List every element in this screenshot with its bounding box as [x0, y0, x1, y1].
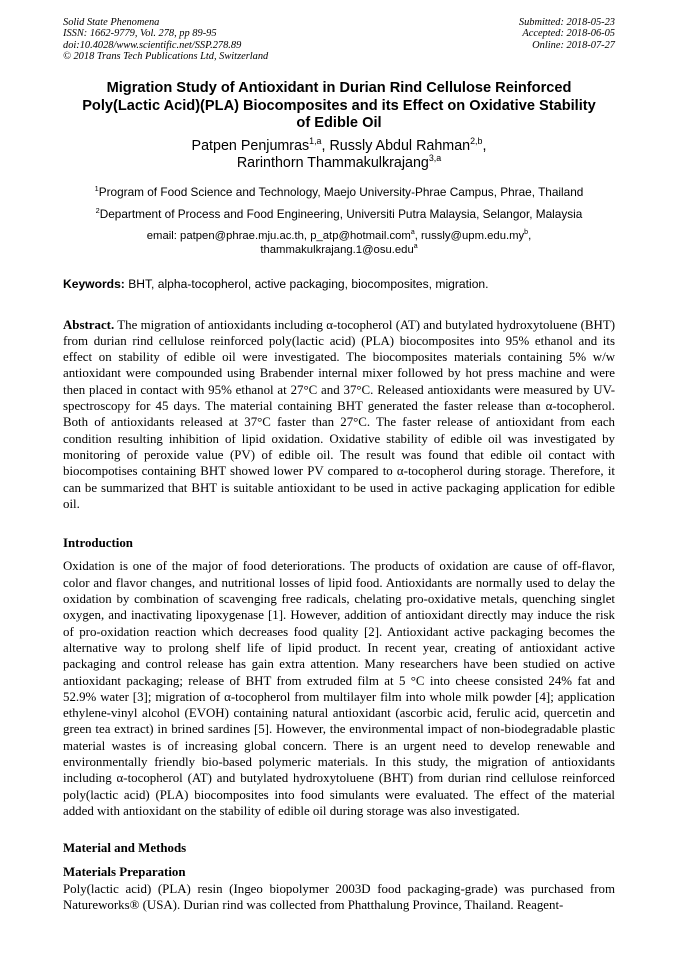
abstract-text: The migration of antioxidants including α-tocopherol (AT) and butylated hydroxytoluene (BHT) from durian rind cellulose reinforced poly(lactic acid) (PLA) biocomposites into 95% ethanol and its effect on stability of edible oil were investigated. The biocomposites materials containing 5% w/w antioxidant were compounded using Brabender internal mixer followed by hot press machine and were then placed in contact with 95% ethanol at 27°C and 37°C. Released antioxidants were measured by UV-spectroscopy for 45 days. The material containing BHT generated the faster release than α-tocopherol. Both of antioxidants released at 37°C faster than 27°C. The faster release of antioxidant from each condition resulting inhibition of lipid oxidation. Oxidative stability of edible oil was investigated by monitoring of peroxide value (PV) of edible oil. The result was found that edible oil contact with biocompotises containing BHT showed lower PV compared to α-tocopherol during storage. Therefore, it can be summarized that BHT is suitable antioxidant to be used in active packaging application for edible oil.	[63, 317, 615, 511]
keywords-label: Keywords:	[63, 276, 125, 291]
publication-dates	[519, 17, 615, 62]
affiliation-1-sup: 1	[94, 184, 99, 194]
affiliation-1	[63, 185, 615, 199]
journal-copyright: © 2018 Trans Tech Publications Ltd, Switzerland	[63, 50, 269, 62]
accepted-date: Accepted: 2018-06-05	[522, 28, 615, 40]
abstract	[63, 317, 615, 513]
author-2-sup: 2,b	[470, 136, 483, 147]
journal-name: Solid State Phenomena	[63, 17, 160, 28]
author-1-sup: 1,a	[309, 136, 322, 147]
email-2-sup: b	[524, 229, 529, 237]
email-label: email:	[146, 229, 181, 242]
author-3-sup: 3,a	[428, 153, 442, 164]
affiliation-2	[63, 207, 615, 221]
keywords	[63, 277, 615, 292]
author-emails	[63, 229, 615, 258]
author-1: Patpen Penjumras	[191, 137, 310, 154]
author-separator: ,	[321, 137, 330, 154]
affiliation-2-sup: 2	[95, 206, 100, 216]
submitted-date: Submitted: 2018-05-23	[518, 17, 615, 28]
affiliation-1-text: Program of Food Science and Technology, Maejo University-Phrae Campus, Phrae, Thailand	[98, 184, 584, 199]
keywords-text: BHT, alpha-tocopherol, active packaging, biocomposites, migration.	[124, 276, 489, 291]
methods-text: Poly(lactic acid) (PLA) resin (Ingeo biopolymer 2003D food packaging-grade) was purchased from Natureworks® (USA). Durian rind was collected from Phatthalung Province, Thailand. Reagent-	[63, 881, 615, 913]
materials-subheading: Materials Preparation	[63, 865, 186, 880]
journal-header	[63, 17, 615, 62]
introduction-heading: Introduction	[63, 536, 133, 551]
journal-doi: doi:10.4028/www.scientific.net/SSP.278.89	[63, 39, 242, 51]
paper-title: Migration Study of Antioxidant in Durian Rind Cellulose Reinforced Poly(Lactic Acid)(PLA) Biocomposites and its Effect on Oxidative Stability of Edible Oil	[82, 80, 596, 132]
journal-issn: ISSN: 1662-9779, Vol. 278, pp 89-95	[63, 28, 217, 40]
email-1-sup: a	[410, 229, 415, 237]
journal-info	[63, 17, 268, 62]
online-date: Online: 2018-07-27	[532, 39, 615, 51]
email-2[interactable]: , russly@upm.edu.my	[414, 229, 525, 242]
author-3: Rarinthorn Thammakulkrajang	[236, 155, 429, 172]
author-list	[63, 138, 615, 173]
introduction-text: Oxidation is one of the major of food deteriorations. The products of oxidation are cause of off-flavor, color and flavor changes, and nutritional losses of lipid food. Antioxidants are normally used to delay the oxidation by combination of scavenging free radicals, chelating pro-oxidative metals, quenching singlet oxygen, and inactivating lipoxygenase [1]. However, addition of antioxidant directly may induce the risk of pro-oxidation reaction which decreases food quality [2]. Antioxidant active packaging becomes the alternative way to prolong shelf life of lipid product. In recent year, creating of antioxidant active packaging and control release has gain extra attention. Many researchers have been studied on active antioxidant packaging; release of BHT from extruded film at 5 °C into cheese consisted 24% fat and 52.9% water [3]; migration of α-tocopherol from multilayer film into whole milk powder [4]; application ethylene-vinyl alcohol (EVOH) containing natural antioxidant (ascorbic acid, ferulic acid, quercetin and green tea extract) in brined sardines [5]. However, the environmental impact of non-biodegradable plastic material wastes is of increasing global concern. There is an urgent need to develop renewable and environmentally friendly bio-based polymeric materials. In this study, the migration of antioxidants including α-tocopherol (AT) and butylated hydroxytoluene (BHT) from durian rind cellulose reinforced poly(lactic acid) (PLA) biocomposites into food simulants were evaluated. The effect of the material added with antioxidant on the stability of edible oil during storage was also investigated.	[63, 559, 615, 818]
methods-heading: Material and Methods	[63, 841, 187, 856]
author-2: Russly Abdul Rahman	[329, 137, 471, 154]
affiliation-2-text: Department of Process and Food Engineering, Universiti Putra Malaysia, Selangor, Malaysia	[99, 206, 583, 221]
email-3[interactable]: thammakulkrajang.1@osu.edu	[260, 244, 414, 257]
email-2-tail: ,	[528, 229, 532, 242]
email-1[interactable]: patpen@phrae.mju.ac.th, p_atp@hotmail.com	[180, 229, 411, 242]
abstract-label: Abstract.	[63, 317, 115, 332]
author-separator: ,	[482, 137, 487, 154]
email-3-sup: a	[413, 243, 418, 251]
